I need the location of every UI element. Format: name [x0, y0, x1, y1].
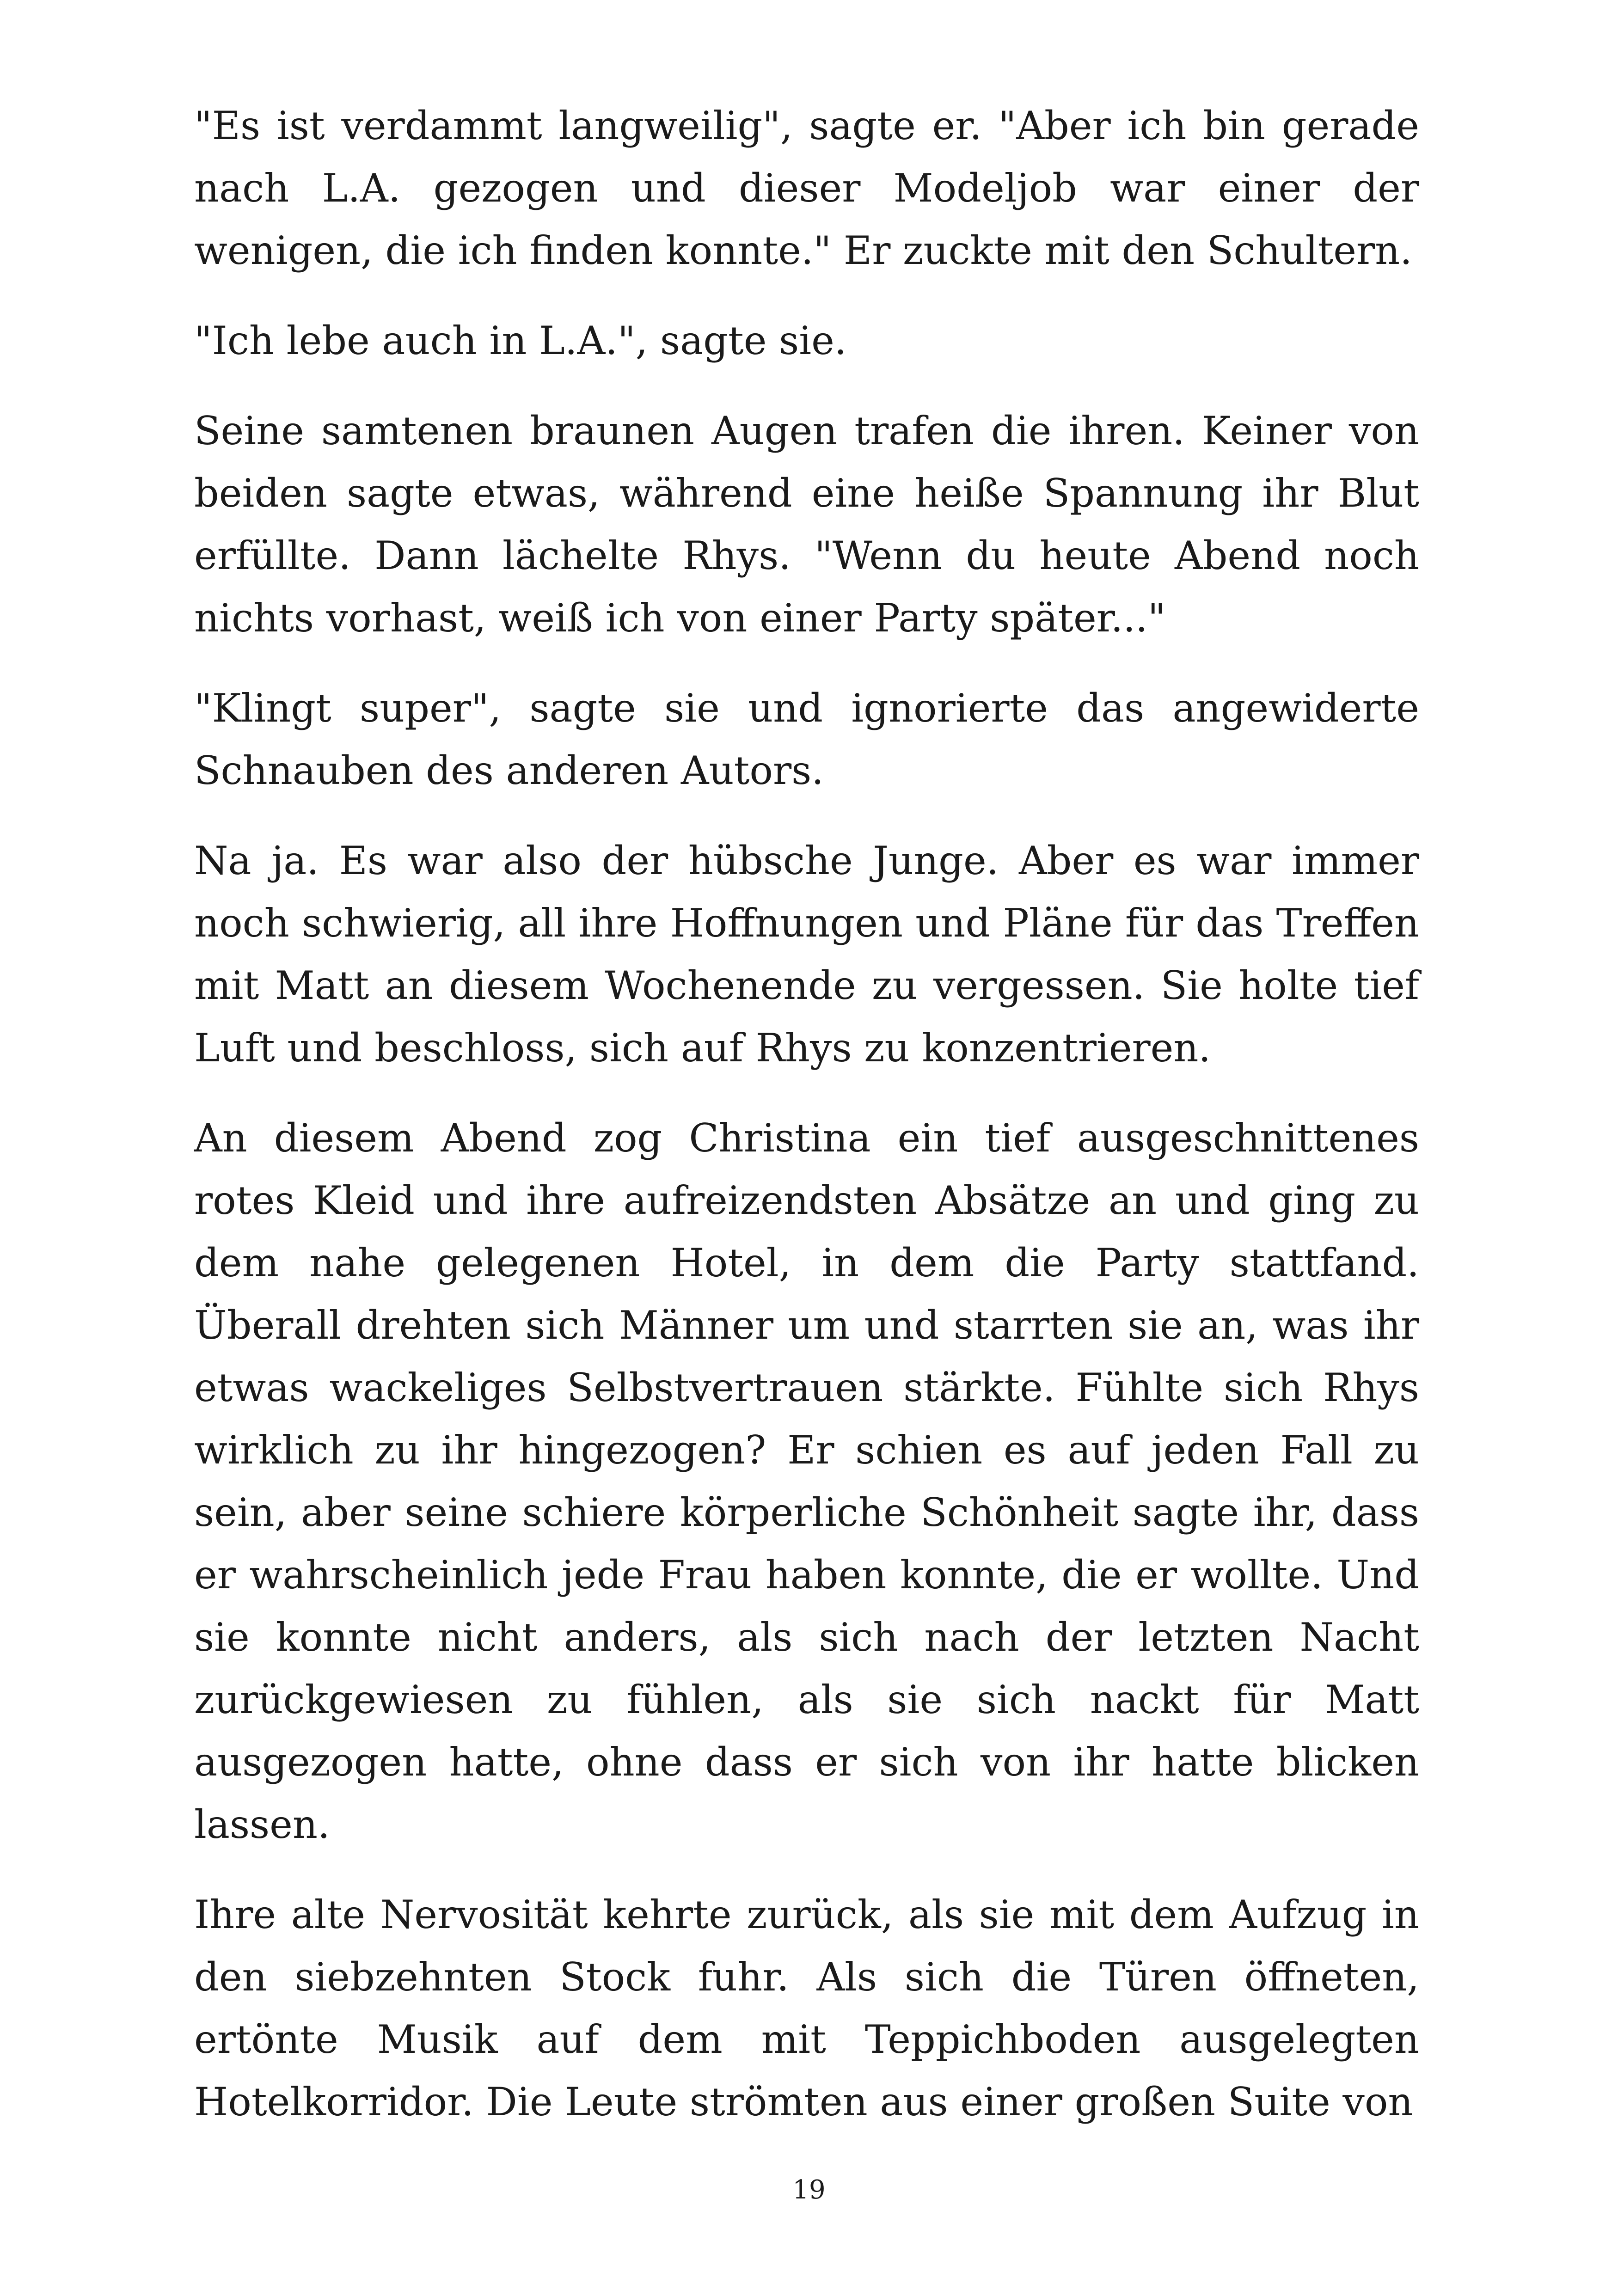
paragraph: Ihre alte Nervosität kehrte zurück, als sie mit dem Aufzug in den siebzehnten Stock fuhr. Als sich die Türen öffneten, ertönte Musik auf dem mit Teppichboden ausgelegten Hotelkorridor. Die Leute strömten aus einer großen Suite von: [194, 1892, 1419, 2125]
body-text: [194, 95, 1419, 2161]
paragraph: An diesem Abend zog Christina ein tief ausgeschnittenes rotes Kleid und ihre aufreizendsten Absätze an und ging zu dem nahe gelegenen Hotel, in dem die Party stattfand. Überall drehten sich Männer um und starrten sie an, was ihr etwas wackeliges Selbstvertrauen stärkte. Fühlte sich Rhys wirklich zu ihr hingezogen? Er schien es auf jeden Fall zu sein, aber seine schiere körperliche Schönheit sagte ihr, dass er wahrscheinlich jede Frau haben konnte, die er wollte. Und sie konnte nicht anders, als sich nach der letzten Nacht zurückgewiesen zu fühlen, als sie sich nackt für Matt ausgezogen hatte, ohne dass er sich von ihr hatte blicken lassen.: [194, 1115, 1419, 1847]
page-number: 19: [792, 2175, 826, 2205]
paragraph: "Es ist verdammt langweilig", sagte er. "Aber ich bin gerade nach L.A. gezogen und dieser Modeljob war einer der wenigen, die ich finden konnte." Er zuckte mit den Schultern.: [194, 103, 1419, 273]
paragraph: Seine samtenen braunen Augen trafen die ihren. Keiner von beiden sagte etwas, während eine heiße Spannung ihr Blut erfüllte. Dann lächelte Rhys. "Wenn du heute Abend noch nichts vorhast, weiß ich von einer Party später...": [194, 408, 1419, 641]
paragraph: "Ich lebe auch in L.A.", sagte sie.: [194, 318, 847, 363]
paragraph: Na ja. Es war also der hübsche Junge. Aber es war immer noch schwierig, all ihre Hoffnungen und Pläne für das Treffen mit Matt an diesem Wochenende zu vergessen. Sie holte tief Luft und beschloss, sich auf Rhys zu konzentrieren.: [194, 838, 1419, 1071]
paragraph: "Klingt super", sagte sie und ignorierte das angewiderte Schnauben des anderen Autors.: [194, 686, 1419, 793]
